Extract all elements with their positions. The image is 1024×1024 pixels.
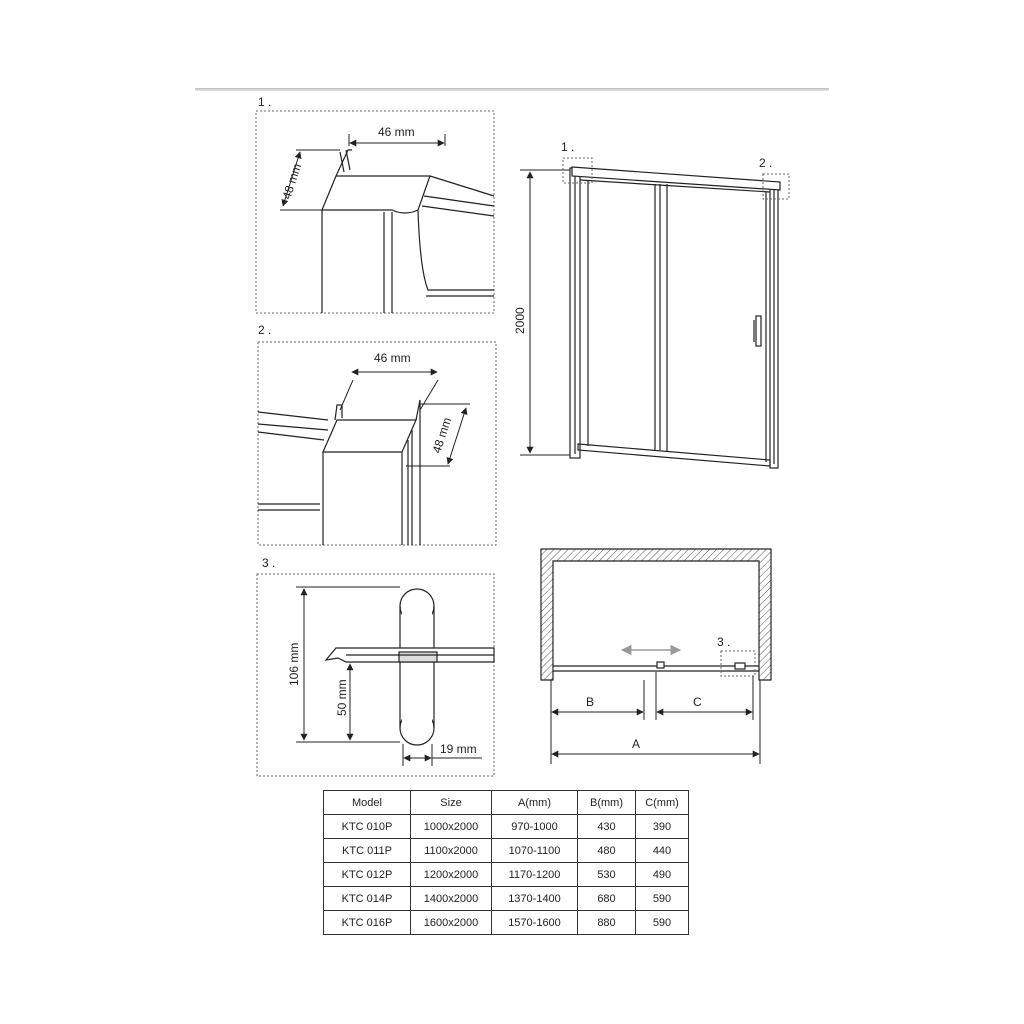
plan-dimension-lines bbox=[551, 672, 760, 764]
plan-callout-3 bbox=[717, 635, 755, 676]
plan-view bbox=[541, 549, 771, 764]
detail-1-profile bbox=[322, 150, 494, 313]
cell-size: 1600x2000 bbox=[411, 911, 492, 935]
table-row bbox=[324, 863, 689, 887]
detail-3-overall: 106 mm bbox=[287, 642, 301, 686]
detail-1-width: 46 mm bbox=[378, 125, 415, 139]
table-row bbox=[324, 815, 689, 839]
cell-size: 1200x2000 bbox=[411, 863, 492, 887]
front-height-dimension bbox=[513, 170, 570, 455]
cell-model: KTC 010P bbox=[324, 815, 411, 839]
cell-size: 1000x2000 bbox=[411, 815, 492, 839]
dimension-c-label: C bbox=[693, 695, 702, 709]
plan-door-track bbox=[553, 662, 759, 671]
front-callout-1-label: 1 . bbox=[561, 140, 575, 154]
cell-size: 1100x2000 bbox=[411, 839, 492, 863]
front-view bbox=[513, 140, 789, 468]
detail-3-depth: 19 mm bbox=[440, 742, 477, 756]
cell-c: 390 bbox=[636, 815, 689, 839]
table-row bbox=[324, 839, 689, 863]
detail-1-height: 48 mm bbox=[279, 161, 305, 201]
detail-1-frame bbox=[256, 111, 494, 313]
cell-a: 1170-1200 bbox=[492, 863, 578, 887]
header-c: C(mm) bbox=[636, 791, 689, 815]
table-row bbox=[324, 887, 689, 911]
cell-a: 1070-1100 bbox=[492, 839, 578, 863]
detail-2-label: 2 . bbox=[258, 323, 272, 337]
front-height: 2000 bbox=[513, 307, 527, 334]
detail-2 bbox=[258, 323, 496, 545]
header-a: A(mm) bbox=[492, 791, 578, 815]
plan-callout-3-label: 3 . bbox=[717, 635, 731, 649]
detail-2-width: 46 mm bbox=[374, 351, 411, 365]
detail-3-label: 3 . bbox=[262, 556, 276, 570]
cell-a: 1370-1400 bbox=[492, 887, 578, 911]
detail-3 bbox=[257, 556, 494, 776]
detail-2-height-dimension bbox=[406, 404, 470, 466]
detail-3-roller-assembly bbox=[326, 589, 494, 745]
cell-c: 440 bbox=[636, 839, 689, 863]
table-row bbox=[324, 911, 689, 935]
detail-2-width-dimension bbox=[340, 351, 438, 410]
detail-3-depth-dimension bbox=[403, 742, 482, 766]
cell-a: 970-1000 bbox=[492, 815, 578, 839]
detail-1-label: 1 . bbox=[258, 95, 272, 109]
cell-b: 880 bbox=[578, 911, 636, 935]
cell-model: KTC 011P bbox=[324, 839, 411, 863]
cell-b: 480 bbox=[578, 839, 636, 863]
detail-2-height: 48 mm bbox=[429, 415, 455, 455]
detail-3-overall-dimension bbox=[287, 587, 400, 742]
header-size: Size bbox=[411, 791, 492, 815]
dimension-a-label: A bbox=[632, 737, 641, 751]
detail-3-offset: 50 mm bbox=[335, 679, 349, 716]
header-model: Model bbox=[324, 791, 411, 815]
detail-1-width-dimension bbox=[349, 125, 445, 146]
detail-3-offset-dimension bbox=[335, 664, 350, 740]
cell-c: 590 bbox=[636, 887, 689, 911]
cell-model: KTC 012P bbox=[324, 863, 411, 887]
cell-b: 430 bbox=[578, 815, 636, 839]
dimension-b-label: B bbox=[586, 695, 595, 709]
front-callout-2-label: 2 . bbox=[759, 156, 773, 170]
cell-c: 490 bbox=[636, 863, 689, 887]
size-table bbox=[323, 790, 689, 935]
cell-b: 530 bbox=[578, 863, 636, 887]
header-b: B(mm) bbox=[578, 791, 636, 815]
detail-1 bbox=[256, 95, 494, 313]
cell-size: 1400x2000 bbox=[411, 887, 492, 911]
table-header-row bbox=[324, 791, 689, 815]
cell-c: 590 bbox=[636, 911, 689, 935]
cell-model: KTC 014P bbox=[324, 887, 411, 911]
shower-door-frame bbox=[570, 167, 780, 468]
cell-b: 680 bbox=[578, 887, 636, 911]
cell-a: 1570-1600 bbox=[492, 911, 578, 935]
detail-2-profile bbox=[258, 400, 420, 545]
cell-model: KTC 016P bbox=[324, 911, 411, 935]
plan-walls bbox=[541, 549, 771, 680]
